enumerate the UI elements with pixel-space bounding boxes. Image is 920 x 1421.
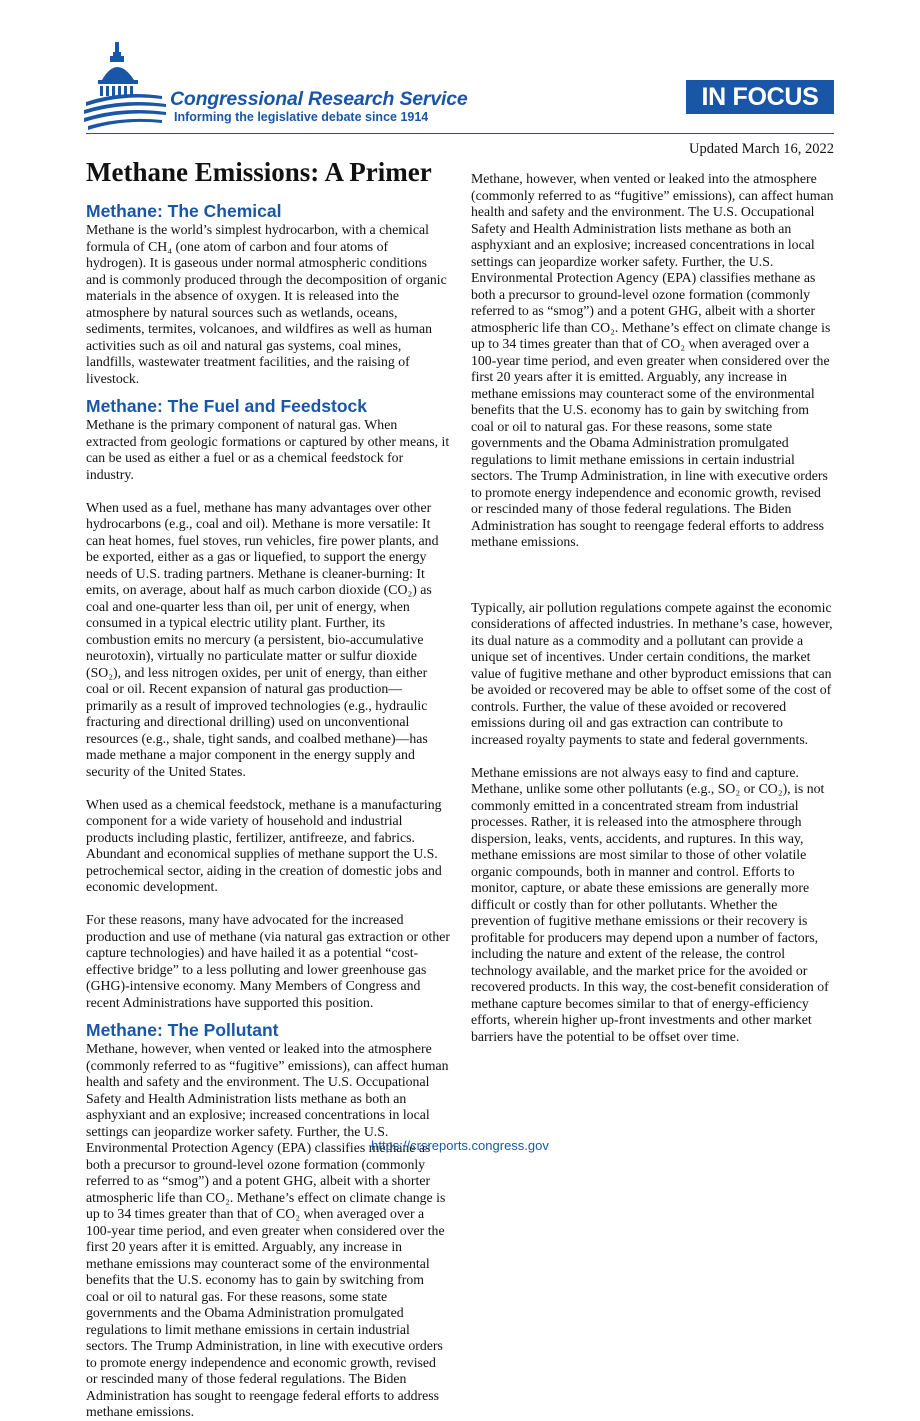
left-column xyxy=(86,201,450,1419)
org-name: Congressional Research Service xyxy=(170,88,468,110)
header-divider xyxy=(86,133,834,134)
pollutant-paragraph-continuation xyxy=(471,171,835,551)
paragraph: Methane is the primary component of natural gas. When extracted from geologic formations or captured by other means, it can be used as either a fuel or as a chemical feedstock for industry. xyxy=(86,417,450,482)
pollutant-paragraph-start: Methane, however, when vented or leaked into the atmosphere (commonly referred to as “fugitive” emissions), can affect human health and safety and the environment. The U.S. Occupational Safety and Health Administration lists methane as both an asphyxiant and an explosive; increased concentrations in local settings can jeopardize worker safety. Further, the U.S. Environmental Protection Agency (EPA) classifies methane as both a precursor to ground-level ozone formation (commonly referred to as “smog”) and a potent GHG, albeit with a shorter atmospheric life than CO₂. Methane’s effect on climate change is up to 34 times greater than that of CO₂ when averaged over a 100-year time period, and even greater when considered over the first 20 years after it is emitted. Arguably, any increase in methane emissions may counteract some of the environmental benefits that the U.S. economy has to gain by switching from coal or oil to natural gas. For these reasons, some state governments and the Obama Administration promulgated regulations to limit methane emissions in certain industrial sectors. The Trump Administration, in line with executive orders to promote energy independence and economic growth, revised or rescinded many of those federal regulations. The Biden Administration has sought to reengage federal efforts to address methane emissions. xyxy=(86,1041,449,1419)
updated-date: Updated March 16, 2022 xyxy=(689,141,834,157)
paragraph: When used as a chemical feedstock, methane is a manufacturing component for a wide variety of household and industrial products including plastic, fertilizer, antifreeze, and fabrics. Abundant and economical supplies of methane support the U.S. petrochemical sector, aiding in the creation of domestic jobs and economic development. xyxy=(86,796,442,894)
paragraph: Typically, air pollution regulations compete against the economic considerations of affected industries. In methane’s case, however, its dual nature as a commodity and a pollutant can provide a unique set of incentives. Under certain conditions, the market value of fugitive methane and other byproduct emissions that can be avoided or recovered may be able to offset some of the cost of controls. Further, the value of these avoided or recovered emissions during oil and gas extraction can contribute to increased royalty payments to state and federal governments. xyxy=(471,599,833,747)
paragraph-continued xyxy=(86,1041,450,1419)
paragraph: For these reasons, many have advocated for the increased production and use of methane (via natural gas extraction or other capture technologies) and have hailed it as a potential “cost-effective bridge” to a less polluting and lower greenhouse gas (GHG)-intensive economy. Many Members of Congress and recent Administrations have supported this position. xyxy=(86,912,450,1010)
org-tagline: Informing the legislative debate since 1914 xyxy=(174,110,429,124)
paragraph: Methane emissions are not always easy to find and capture. Methane, unlike some other pollutants (e.g., SO₂ or CO₂), is not commonly emitted in a concentrated stream from industrial processes. Rather, it is released into the atmosphere through dispersion, leaks, vents, accidents, and ruptures. In this way, methane emissions are most similar to those of other volatile organic compounds, both in manner and control. Efforts to monitor, capture, or abate these emissions are generally more difficult or costly than for other pollutants. Whether the prevention of fugitive methane emissions or their recovery is profitable for producers may depend upon a number of factors, including the nature and extent of the release, the control technology available, and the market price for the avoided or recovered products. In this way, the cost-benefit consideration of methane capture becomes similar to that of energy-efficiency efforts, wherein higher up-front investments and other market barriers have the potential to be offset over time. xyxy=(471,764,829,1044)
section-heading-fuel: Methane: The Fuel and Feedstock xyxy=(86,396,368,416)
capitol-dome-icon xyxy=(82,40,168,132)
section-heading-chemical: Methane: The Chemical xyxy=(86,201,282,221)
section-heading-pollutant: Methane: The Pollutant xyxy=(86,1020,279,1040)
footer-url[interactable]: https://crsreports.congress.gov xyxy=(371,1138,549,1153)
page-title: Methane Emissions: A Primer xyxy=(86,157,432,187)
paragraph: When used as a fuel, methane has many advantages over other hydrocarbons (e.g., coal and oil). Methane is more versatile: It can heat homes, fuel stoves, run vehicles, fire power plants, and be exported, either as a gas or liquefied, to support the energy needs of U.S. trading partners. Methane is cleaner-burning: It emits, on average, about half as much carbon dioxide (CO₂) as coal and one-quarter less than oil, per unit of energy, when consumed in a typical electric utility plant. Further, its combustion emits no mercury (a persistent, bio-accumulative neurotoxin), virtually no particulate matter or sulfur dioxide (SO₂), and less nitrogen oxides, per unit of energy, than either coal or oil. Recent expansion of natural gas production—primarily as a result of improved technologies (e.g., hydraulic fracturing and directional drilling) used on unconventional resources (e.g., shale, tight sands, and coalbed methane)—has made methane a major component in the energy supply and security of the United States. xyxy=(86,499,439,779)
paragraph: Methane is the world’s simplest hydrocarbon, with a chemical formula of CH₄ (one atom of carbon and four atoms of hydrogen). It is gaseous under normal atmospheric conditions and is commonly produced through the decomposition of organic materials in the absence of oxygen. It is released into the atmosphere by natural sources such as wetlands, oceans, sediments, termites, volcanoes, and wildfires as well as human activities such as oil and natural gas systems, coal mines, landfills, wastewater treatment facilities, and the raising of livestock. xyxy=(86,222,447,386)
series-badge: IN FOCUS xyxy=(686,80,834,114)
pollutant-paragraph-text: Methane, however, when vented or leaked into the atmosphere (commonly referred to as “fugitive” emissions), can affect human health and safety and the environment. The U.S. Occupational Safety and Health Administration lists methane as both an asphyxiant and an explosive; increased concentrations in local settings can jeopardize worker safety. Further, the U.S. Environmental Protection Agency (EPA) classifies methane as both a precursor to ground-level ozone formation (commonly referred to as “smog”) and a potent GHG, albeit with a shorter atmospheric life than CO₂. Methane’s effect on climate change is up to 34 times greater than that of CO₂ when averaged over a 100-year time period, and even greater when considered over the first 20 years after it is emitted. Arguably, any increase in methane emissions may counteract some of the environmental benefits that the U.S. economy has to gain by switching from coal or oil to natural gas. For these reasons, some state governments and the Obama Administration promulgated regulations to limit methane emissions in certain industrial sectors. The Trump Administration, in line with executive orders to promote energy independence and economic growth, revised or rescinded many of those federal regulations. The Biden Administration has sought to reengage federal efforts to address methane emissions. xyxy=(471,171,834,549)
paragraph-continuation xyxy=(471,171,835,583)
right-column xyxy=(471,171,835,1045)
crs-logo xyxy=(82,40,502,132)
